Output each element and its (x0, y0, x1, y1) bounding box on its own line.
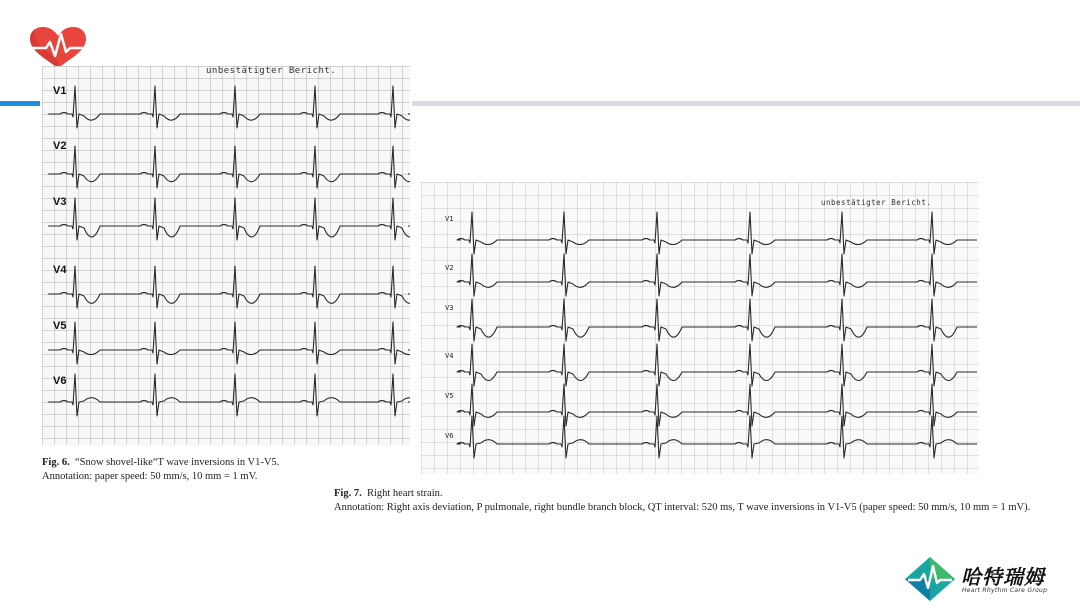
fig6-report-label: unbestätigter Bericht. (206, 66, 337, 76)
fig7-number: Fig. 7. (334, 488, 362, 499)
fig7-annotation: Annotation: Right axis deviation, P pulmonale, right bundle branch block, QT interval: 520 ms, T wave inversions in V1-V5 (paper speed: 50 mm/s, 10 mm = 1 mV). (334, 502, 1031, 513)
brand-subtitle: Heart Rhythm Care Group (962, 587, 1048, 594)
fig7-ecg-image (421, 182, 979, 474)
ecg-trace (457, 299, 977, 341)
fig6-lead-label-v1: V1 (53, 85, 67, 97)
fig6-title: “Snow shovel-like“T wave inversions in V1-V5. (74, 457, 280, 468)
ecg-trace (48, 86, 410, 128)
ecg-trace (48, 146, 410, 188)
ecg-trace (457, 416, 977, 458)
fig6-lead-label-v4: V4 (53, 264, 67, 276)
fig6-number: Fig. 6. (42, 457, 70, 468)
header-accent-rule (0, 101, 40, 106)
fig7-lead-label-v1: V1 (445, 215, 454, 223)
header-divider-rule (412, 101, 1080, 106)
heart-ecg-icon (28, 26, 88, 70)
fig6-ecg-image (42, 66, 410, 445)
fig7-lead-label-v3: V3 (445, 304, 454, 312)
fig6-lead-label-v2: V2 (53, 140, 67, 152)
fig6-caption (42, 456, 279, 484)
fig6-lead-label-v6: V6 (53, 375, 67, 387)
ecg-trace (48, 322, 410, 364)
fig7-lead-label-v6: V6 (445, 432, 454, 440)
ecg-trace (48, 374, 410, 416)
fig7-title: Right heart strain. (366, 488, 443, 499)
ecg-trace (457, 212, 977, 254)
fig6-lead-label-v5: V5 (53, 320, 67, 332)
fig7-caption (334, 487, 1030, 515)
fig7-lead-label-v4: V4 (445, 352, 454, 360)
ecg-trace (48, 198, 410, 240)
diamond-heart-logo-icon (904, 556, 956, 602)
ecg-trace (457, 254, 977, 296)
fig7-ecg-traces (421, 182, 979, 474)
ecg-trace (457, 344, 977, 386)
ecg-trace (48, 266, 410, 308)
fig6-lead-label-v3: V3 (53, 196, 67, 208)
fig7-lead-label-v5: V5 (445, 392, 454, 400)
fig6-annotation: Annotation: paper speed: 50 mm/s, 10 mm = 1 mV. (42, 471, 258, 482)
brand-name: 哈特瑞姆 (961, 565, 1045, 589)
fig7-lead-label-v2: V2 (445, 264, 454, 272)
ecg-trace (457, 384, 977, 426)
fig6-ecg-traces (42, 66, 410, 445)
fig7-report-label: unbestätigter Bericht. (821, 198, 932, 207)
